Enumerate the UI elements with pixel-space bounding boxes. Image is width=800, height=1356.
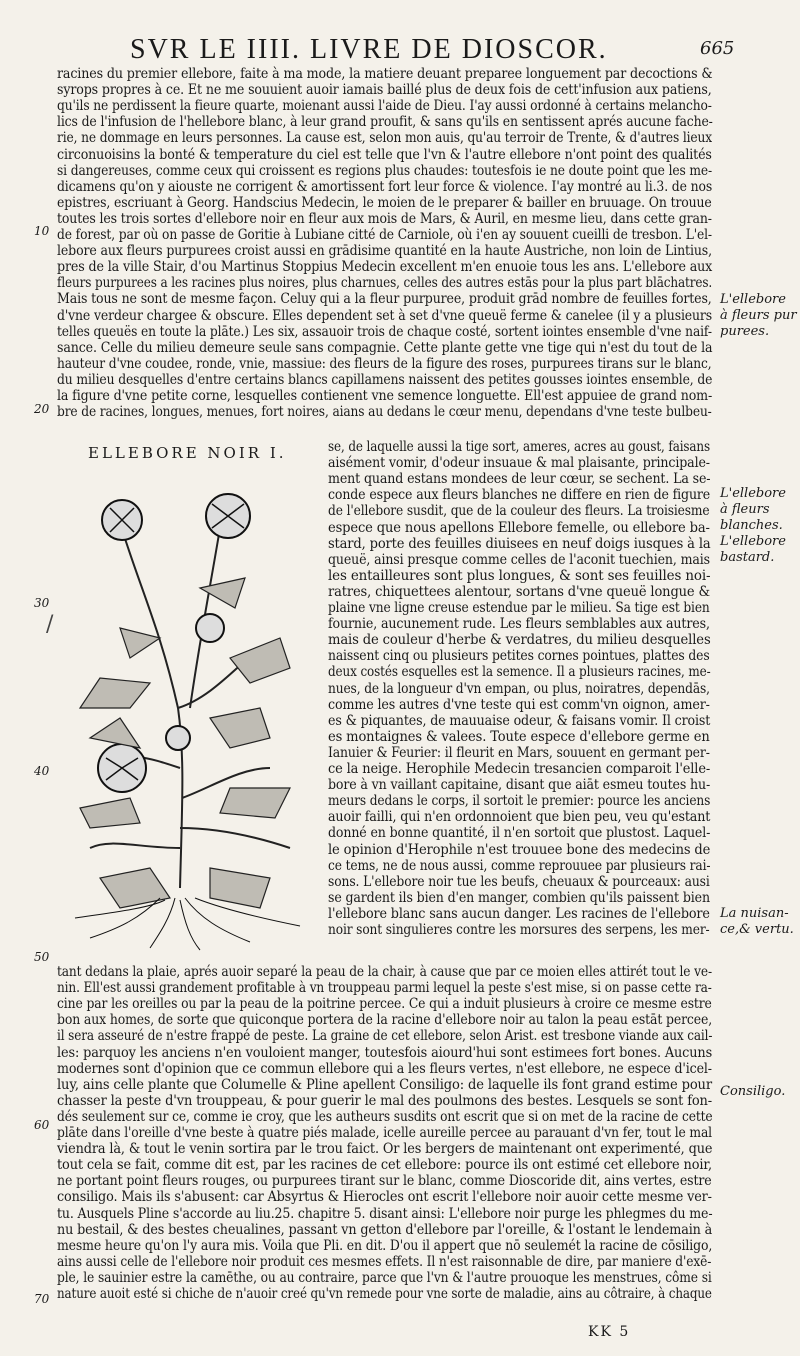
text-line: circonuoisins la bonté & temperature du ciel est telle que l'vn & l'autre ellebore n'ont point des qualités [57,146,712,163]
text-line: de forest, par où on passe de Goritie à Lubiane citté de Carniole, où i'en ay souuent cueilli de tresbon. L'el- [57,227,712,243]
text-line: Mais tous ne sont de mesme façon. Celuy qui a la fleur purpuree, produit grād nombre de feuilles fortes, [57,291,712,308]
text-line: la figure d'vne petite corne, lesquelles contienent vne semence longuette. Ell'est appuiee de grand nom- [57,388,713,404]
text-line: Ianuier & Feurier: il fleurit en Mars, souuent en germant per- [328,744,710,761]
margin-note: L'ellebore [720,534,786,549]
text-line: l'ellebore blanc sans aucun danger. Les racines de l'ellebore [328,905,710,922]
text-line: il sera asseuré de n'estre frappé de peste. La graine de cet ellebore, selon Arist. est tresbone viande aux cail- [57,1028,713,1045]
text-line: dicamens qu'on y aiouste ne corrigent & amortissent fort leur force & violence. I'ay montré au li.3. de nos [57,178,713,195]
text-line: fournie, aucunement rude. Les fleurs semblables aux autres, [328,616,710,633]
text-line: nin. Ell'est aussi grandement profitable à vn trouppeau parmi lequel la peste s'est mise, si on passe cette ra- [57,980,712,997]
text-line: nature auoit esté si chiche de n'auoir creé qu'vn remede pour vne sorte de maladie, ains au côtraire, à chaque [57,1286,712,1302]
text-line: plāte dans l'oreille d'vne beste à quatre piés malade, icelle aureille percee au parauant d'vn fer, tout le mal [57,1125,712,1141]
text-line: nues, de la longueur d'vn empan, ou plus, noiratres, dependās, [328,680,710,697]
text-line: qu'ils ne perdissent la fieure quarte, moienant aussi l'aide de Dieu. I'ay aussi ordonné à certains melancho- [57,98,712,115]
text-line: si dangereuses, comme ceux qui croissent es regions plus chaudes: toutesfois ie ne doute point que les me- [57,162,713,179]
text-line: epistres, escriuant à Georg. Handscius Medecin, le moien de le preparer & bailler en bruuage. On trouue [57,194,712,211]
text-line: syrops propres à ce. Et ne me souuient auoir iamais baillé plus de deux fois de cett'infusion aux patiens, [57,82,712,99]
signature-mark: KK 5 [588,1324,631,1340]
margin-note: L'ellebore [720,292,786,307]
text-line: les entailleures sont plus longues, & sont ses feuilles noi- [328,567,711,584]
margin-note: blanches. [720,518,783,533]
text-line: meurs dedans le corps, il sortoit le premier: pource les anciens [328,793,711,810]
text-line: mais de couleur d'herbe & verdatres, du milieu desquelles [328,632,711,649]
text-line: es montaignes & valees. Toute espece d'ellebore germe en [328,728,710,745]
margin-note: bastard. [720,550,775,565]
text-line: de l'ellebore susdit, que de la couleur des fleurs. La troisiesme [328,503,710,520]
text-line: le opinion d'Herophile n'est trouuee bone des medecins de [328,841,711,858]
text-line: ratres, chiquettees alentour, sortans d'vne queuë longue & [328,583,710,600]
margin-note: La nuisan- [720,906,789,921]
line-number: 30 [34,596,50,610]
text-line: hauteur d'vne coudee, ronde, vnie, massiue: des fleurs de la figure des roses, purpurees tirans sur le blanc, [57,355,712,372]
text-line: bore à vn vaillant capitaine, disant que aiāt esmeu toutes hu- [328,777,711,794]
text-line: conde espece aux fleurs blanches ne differe en rien de figure [328,487,711,504]
text-line: rie, ne dommage en leurs personnes. La cause est, selon mon auis, qu'au terroir de Trente, & d'autres lieux [57,130,713,147]
text-line: ple, le sauinier estre la camēthe, ou au contraire, parce que l'vn & l'autre prouoque les menstrues, côme si [57,1269,712,1286]
text-line: nu bestail, & des bestes cheualines, passant vn getton d'ellebore par l'oreille, & l'ostant le lendemain à [57,1221,713,1238]
line-number: 60 [34,1118,50,1132]
text-line: d'vne verdeur chargee & obscure. Elles dependent set à set d'vne queuë ferme & canelee (il y a plusieurs [57,307,713,324]
margin-note: Consiligo. [720,1084,786,1099]
text-line: ne portant point fleurs rouges, ou purpurees tirant sur le blanc, comme Dioscoride dit, ains vertes, estre [57,1173,712,1190]
figure-title: ELLEBORE NOIR I. [88,444,287,462]
line-number: 20 [34,402,50,416]
text-line: chasser la peste d'vn trouppeau, & pour guerir le mal des poulmons des bestes. Lesquels se sont fon- [57,1092,713,1109]
line-number: 10 [34,224,50,238]
margin-note: purees. [720,324,770,339]
line-number: 70 [34,1292,50,1306]
text-line: bre de racines, longues, menues, fort noires, aians au dedans le cœur menu, dependans d'vne teste bulbeu- [57,404,712,421]
text-line: lics de l'infusion de l'hellebore blanc, à leur grand proufit, & sans qu'ils en sentissent aprés aucune fache- [57,114,713,131]
margin-note: à fleurs [720,502,770,517]
handwritten-mark-icon: / [46,612,54,637]
margin-note: L'ellebore [720,486,786,501]
text-line: cine par les oreilles ou par la peau de la poitrine percee. Ce qui a induit plusieurs à croire ce mesme estre [57,996,712,1013]
text-line: ce la neige. Herophile Medecin tresancien comparoit l'elle- [328,761,711,777]
text-line: sons. L'ellebore noir tue les beufs, cheuaux & pourceaux: ausi [328,873,710,890]
running-head: SVR LE IIII. LIVRE DE DIOSCOR. [130,34,608,65]
text-line: viendra là, & tout le venin sortira par le trou faict. Or les bergers de maintenant ont experimenté, que [57,1141,713,1158]
text-line: ment quand estans mondees de leur cœur, se sechent. La se- [328,471,711,488]
text-line: deux costés esquelles est la semence. Il a plusieurs racines, me- [328,664,711,681]
text-line: espece que nous apellons Ellebore femelle, ou ellebore ba- [328,519,710,536]
text-line: les: parquoy les anciens n'en vouloient manger, toutesfois aiourd'hui sont estimees fort bones. Aucuns [57,1044,713,1061]
text-line: telles queuës en toute la plāte.) Les six, assauoir trois de chaque costé, sortent iointes ensemble d'vne naif- [57,323,712,340]
text-line: donné en bonne quantité, il n'en sortoit que plustost. Laquel- [328,825,711,842]
hellebore-woodcut-illustration [60,468,322,952]
text-line: es & piquantes, de mauuaise odeur, & faisans vomir. Il croist [328,712,711,729]
text-line: ains aussi celle de l'ellebore noir produit ces mesmes effets. Il n'est raisonnable de dire, par maniere d'exē- [57,1253,712,1270]
text-line: se gardent ils bien d'en manger, combien qu'ils paissent bien [328,889,710,906]
text-line: plaine vne ligne creuse estendue par le milieu. Sa tige est bien [328,600,710,616]
text-line: racines du premier ellebore, faite à ma mode, la matiere deuant preparee longuement par decoctions & [57,66,713,82]
line-number: 40 [34,764,50,778]
text-line: modernes sont d'opinion que ce commun ellebore qui a les fleurs vertes, n'est ellebore, ne espece d'icel- [57,1060,712,1077]
text-line: comme les autres d'vne teste qui est comm'vn oignon, amer- [328,696,710,713]
text-line: queuë, ainsi presque comme celles de l'aconit tuechien, mais [328,551,710,568]
text-line: stard, porte des feuilles diuisees en neuf doigs iusques à la [328,535,711,552]
text-line: bon aux homes, de sorte que quiconque portera de la racine d'ellebore noir au talon la peau estāt percee, [57,1012,713,1029]
text-line: lebore aux fleurs purpurees croist aussi en grādisime quantité en la haute Austriche, non loin de Lintius, [57,243,712,260]
text-line: luy, ains celle plante que Columelle & Pline apellent Consiligo: de laquelle ils font grand estime pour [57,1076,712,1093]
margin-note: à fleurs pur [720,308,797,323]
text-line: tant dedans la plaie, aprés auoir separé la peau de la chair, à cause que par ce moien elles attirét tout le ve- [57,964,712,980]
text-line: se, de laquelle aussi la tige sort, ameres, acres au goust, faisans [328,439,711,455]
text-line: tu. Ausquels Pline s'accorde au liu.25. chapitre 5. disant ainsi: L'ellebore noir purge les phlegmes du me- [57,1205,713,1222]
text-line: aisément vomir, d'odeur insuaue & mal plaisante, principale- [328,455,710,472]
text-line: dés seulement sur ce, comme ie croy, que les autheurs susdits ont escrit que si on met de la racine de cette [57,1108,713,1125]
text-line: naissent cinq ou plusieurs petites cornes pointues, plattes des [328,648,710,665]
line-number: 50 [34,950,50,964]
text-line: sance. Celle du milieu demeure seule sans compagnie. Cette plante gette vne tige qui n'est du tout de la [57,339,713,356]
text-line: mesme heure qu'on l'y aura mis. Voila que Pli. en dit. D'ou il appert que nō seulemét la racine de cōsiligo, [57,1237,713,1254]
text-line: tout cela se fait, comme dit est, par les racines de cet ellebore: pource ils ont estimé cet ellebore noir, [57,1157,712,1174]
text-line: consiligo. Mais ils s'abusent: car Absyrtus & Hierocles ont escrit l'ellebore noir auoir cette mesme ver- [57,1189,712,1206]
text-line: auoir failli, qui n'en ordonnoient que bien peu, veu qu'estant [328,809,711,826]
text-line: fleurs purpurees a les racines plus noires, plus charnues, celles des autres estās pour la plus part blāchatres. [57,275,713,292]
text-line: ce tems, ne de nous aussi, comme reprouuee par plusieurs rai- [328,857,711,874]
text-line: du milieu desquelles d'entre certains blancs capillamens naissent des petites gousses iointes ensemble, de [57,371,713,388]
page-number: 665 [700,38,735,59]
text-line: toutes les trois sortes d'ellebore noir en fleur aux mois de Mars, & Auril, en mesme lieu, dans cette gran- [57,210,712,227]
margin-note: ce,& vertu. [720,922,794,937]
text-line: pres de la ville Stair, d'ou Martinus Stoppius Medecin excellent m'en enuoie tous les ans. L'ellebore aux [57,259,713,276]
text-line: noir sont singulieres contre les morsures des serpens, les mer- [328,922,710,938]
